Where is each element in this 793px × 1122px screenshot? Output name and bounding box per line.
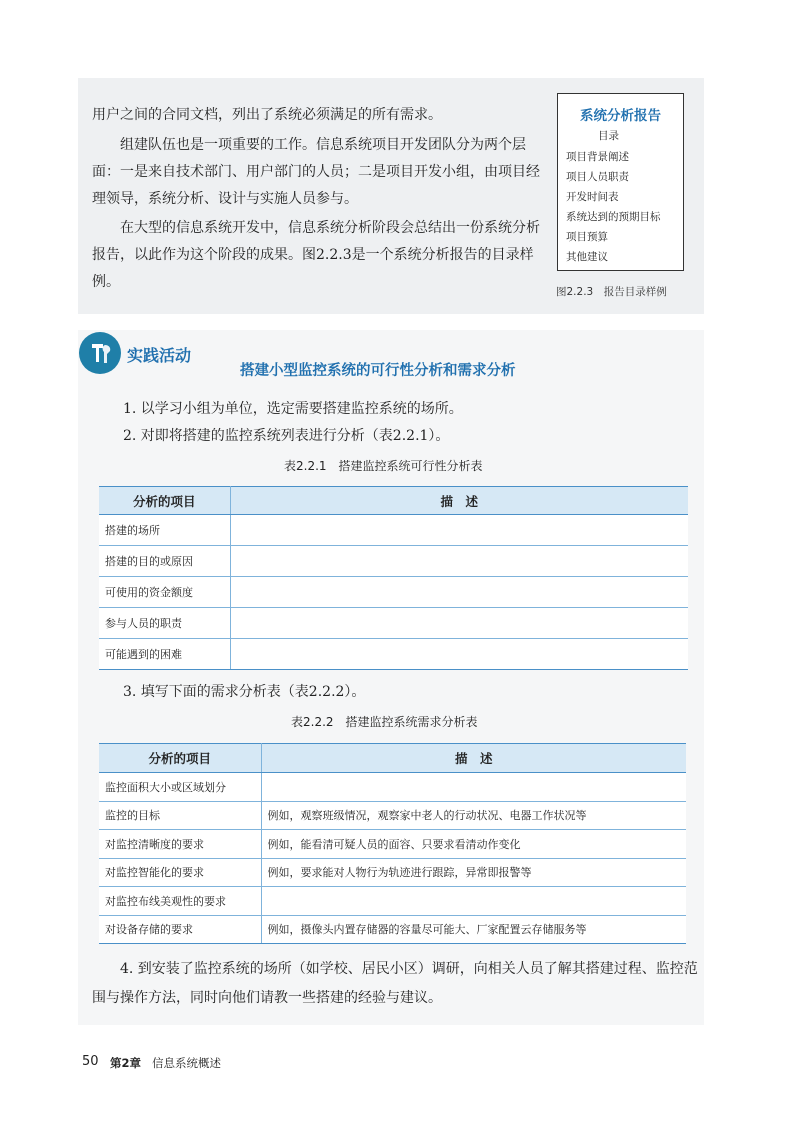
table-cell-desc — [230, 577, 688, 608]
report-toc-item: 项目人员职责 — [566, 171, 629, 183]
table-row — [99, 515, 688, 546]
table-header-cell: 描 述 — [261, 744, 686, 773]
table-cell-item: 搭建的目的或原因 — [99, 546, 230, 577]
table-row — [99, 773, 686, 802]
table-cell-desc — [261, 773, 686, 802]
report-toc-heading: 目录 — [598, 130, 619, 142]
table-row — [99, 915, 686, 944]
table-cell-item: 参与人员的职责 — [99, 608, 230, 639]
activity-step-2: 2. 对即将搭建的监控系统列表进行分析（表2.2.1）。 — [123, 428, 450, 444]
report-toc-item: 项目预算 — [566, 231, 608, 243]
intro-paragraph-2: 组建队伍也是一项重要的工作。信息系统项目开发团队分为两个层面：一是来自技术部门、用户部门的人员；二是项目开发小组，由项目经理领导，系统分析、设计与实施人员参与。 — [92, 137, 540, 207]
table-cell-item: 搭建的场所 — [99, 515, 230, 546]
table-cell-item: 对监控清晰度的要求 — [99, 830, 261, 859]
report-toc-figure — [557, 93, 684, 271]
activity-step-3: 3. 填写下面的需求分析表（表2.2.2）。 — [123, 684, 366, 700]
table-cell-desc: 例如，观察班级情况，观察家中老人的行动状况、电器工作状况等 — [261, 801, 686, 830]
table-row — [99, 577, 688, 608]
intro-paragraph-3: 在大型的信息系统开发中，信息系统分析阶段会总结出一份系统分析报告，以此作为这个阶段的成果。图2.2.3是一个系统分析报告的目录样例。 — [92, 220, 540, 290]
report-toc-item: 其他建议 — [566, 251, 608, 263]
table-cell-desc — [230, 515, 688, 546]
table-cell-item: 可能遇到的困难 — [99, 639, 230, 670]
chapter-title: 信息系统概述 — [152, 1056, 221, 1070]
activity-step-4: 4. 到安装了监控系统的场所（如学校、居民小区）调研，向相关人员了解其搭建过程、监控范围与操作方法，同时向他们请教一些搭建的经验与建议。 — [92, 961, 698, 1006]
activity-step-1: 1. 以学习小组为单位，选定需要搭建监控系统的场所。 — [123, 401, 463, 417]
report-toc-item: 开发时间表 — [566, 191, 619, 203]
table2-caption: 表2.2.2 搭建监控系统需求分析表 — [291, 715, 478, 729]
intro-paragraph-1: 用户之间的合同文档，列出了系统必须满足的所有需求。 — [92, 107, 442, 123]
table-cell-desc: 例如，要求能对人物行为轨迹进行跟踪，异常即报警等 — [261, 858, 686, 887]
table-row — [99, 887, 686, 916]
table-cell-item: 监控面积大小或区域划分 — [99, 773, 261, 802]
activity-subtitle: 搭建小型监控系统的可行性分析和需求分析 — [240, 363, 516, 379]
table-row — [99, 830, 686, 859]
tools-icon — [79, 332, 121, 374]
table1-caption: 表2.2.1 搭建监控系统可行性分析表 — [284, 459, 483, 473]
report-toc-item: 系统达到的预期目标 — [566, 211, 661, 223]
requirements-table — [99, 743, 686, 944]
table-cell-item: 监控的目标 — [99, 801, 261, 830]
table-cell-desc — [230, 546, 688, 577]
table-row — [99, 608, 688, 639]
table-row — [99, 546, 688, 577]
table-cell-desc: 例如，能看清可疑人员的面容、只要求看清动作变化 — [261, 830, 686, 859]
table-header-cell: 描 述 — [230, 487, 688, 515]
chapter-label: 第2章 — [110, 1056, 142, 1070]
table-row — [99, 801, 686, 830]
table-cell-desc: 例如，摄像头内置存储器的容量尽可能大、厂家配置云存储服务等 — [261, 915, 686, 944]
table-cell-item: 对设备存储的要求 — [99, 915, 261, 944]
table-row — [99, 858, 686, 887]
figure-caption: 图2.2.3 报告目录样例 — [556, 286, 667, 298]
table-cell-desc — [261, 887, 686, 916]
table-cell-desc — [230, 608, 688, 639]
feasibility-table — [99, 486, 688, 670]
table-cell-item: 对监控智能化的要求 — [99, 858, 261, 887]
page-number: 50 — [82, 1054, 99, 1069]
table-row — [99, 639, 688, 670]
table-header-row — [99, 487, 688, 515]
report-toc-item: 项目背景阐述 — [566, 151, 629, 163]
table-header-cell: 分析的项目 — [99, 487, 230, 515]
table-header-cell: 分析的项目 — [99, 744, 261, 773]
table-cell-desc — [230, 639, 688, 670]
table-cell-item: 可使用的资金额度 — [99, 577, 230, 608]
table-header-row — [99, 744, 686, 773]
report-title: 系统分析报告 — [580, 108, 661, 124]
table-cell-item: 对监控布线美观性的要求 — [99, 887, 261, 916]
activity-label: 实践活动 — [127, 346, 192, 365]
